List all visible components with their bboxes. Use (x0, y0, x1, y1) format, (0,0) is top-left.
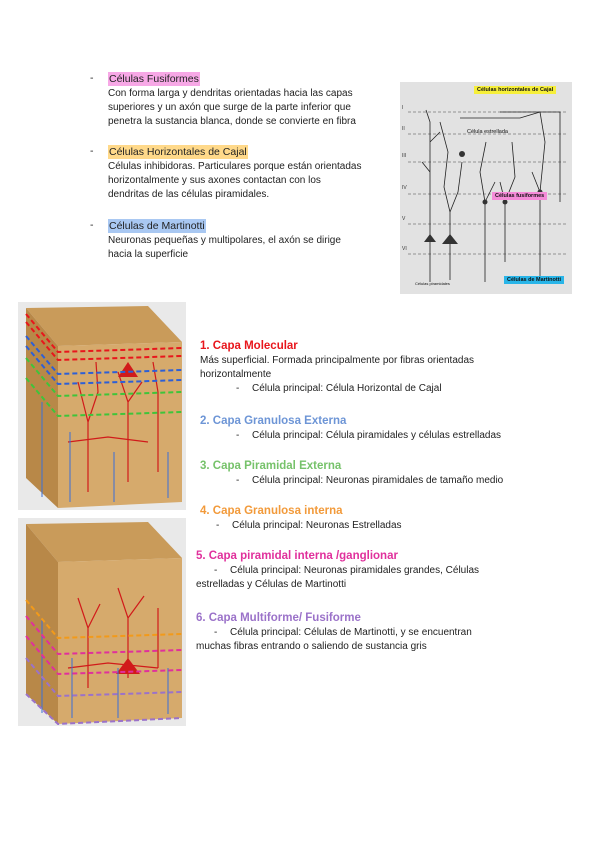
cell-type-martinotti-desc (108, 234, 341, 262)
dash-marker: - (236, 475, 240, 486)
desc-line: Neuronas pequeñas y multipolares, el axón se dirige (108, 235, 341, 246)
cell-type-martinotti: Células de Martinotti (109, 220, 205, 232)
roman-numeral: I (402, 105, 404, 111)
layer-6 (196, 611, 580, 654)
layer-1-text: Más superficial. Formada principalmente por fibras orientadas (200, 355, 475, 366)
roman-numeral: IV (402, 185, 407, 191)
cortex-block-upper (18, 302, 186, 510)
bullet-text: Célula principal: Neuronas piramidales grandes, Células (230, 565, 480, 576)
desc-line: penetra la sustancia blanca, donde se convierte en fibra (108, 116, 356, 127)
roman-numeral: III (402, 153, 407, 159)
cortex-block-lower (18, 518, 186, 726)
layer-2 (200, 414, 580, 443)
dash-marker: - (214, 565, 218, 576)
label-cajal: Células horizontales de Cajal (474, 86, 556, 94)
layer-4 (200, 504, 580, 533)
layer-3 (200, 459, 580, 488)
bullet-text-continued: estrelladas y Células de Martinotti (196, 579, 347, 590)
dash-marker: - (90, 72, 94, 84)
layer-6-bullet (196, 626, 580, 640)
layer-1-bullet (200, 382, 580, 396)
layer-6-title: 6. Capa Multiforme/ Fusiforme (196, 612, 361, 624)
bullet-text: Célula principal: Célula piramidales y células estrelladas (252, 430, 502, 441)
dash-marker: - (90, 219, 94, 231)
layer-1-text: horizontalmente (200, 369, 272, 380)
roman-numeral: II (402, 126, 405, 132)
layer-5-title: 5. Capa piramidal interna /ganglionar (196, 550, 398, 562)
dash-marker: - (236, 430, 240, 441)
layer-1-title: 1. Capa Molecular (200, 340, 298, 352)
desc-line: horizontalmente y sus axones contactan con los (108, 175, 321, 186)
dash-marker: - (214, 627, 218, 638)
layer-1 (200, 339, 580, 396)
bullet-text: Célula principal: Células de Martinotti, y se encuentran (230, 627, 472, 638)
layer-3-title: 3. Capa Piramidal Externa (200, 460, 342, 472)
cell-type-fusiformes-desc (108, 87, 356, 129)
bullet-text: Célula principal: Neuronas Estrelladas (232, 520, 402, 531)
label-estrellada: Célula estrellada (467, 129, 508, 135)
bullet-text: Célula principal: Neuronas piramidales de tamaño medio (252, 475, 504, 486)
desc-line: dendritas de las células piramidales. (108, 189, 270, 200)
dash-marker: - (236, 383, 240, 394)
layer-2-title: 2. Capa Granulosa Externa (200, 415, 347, 427)
bullet-text: Célula principal: Célula Horizontal de Cajal (252, 383, 442, 394)
cell-type-cajal-desc (108, 160, 361, 202)
desc-line: Con forma larga y dendritas orientadas hacia las capas (108, 88, 353, 99)
desc-line: hacia la superficie (108, 249, 189, 260)
label-martinotti: Células de Martinotti (504, 276, 564, 284)
layer-4-title: 4. Capa Granulosa interna (200, 505, 343, 517)
layer-5 (196, 549, 580, 592)
desc-line: Células inhibidoras. Particulares porque están orientadas (108, 161, 362, 172)
layer-2-bullet (200, 429, 580, 443)
roman-numeral: VI (402, 246, 407, 252)
bullet-text-continued: muchas fibras entrando o saliendo de sustancia gris (196, 641, 427, 652)
layer-3-bullet (200, 474, 580, 488)
label-fusiformes: Células fusiformes (492, 192, 547, 200)
roman-numeral: V (402, 216, 406, 222)
desc-line: superiores y un axón que surge de la parte inferior que (108, 102, 351, 113)
dash-marker: - (216, 520, 220, 531)
label-corner: Células piramidales (415, 281, 450, 286)
cell-type-fusiformes: Células Fusiformes (109, 73, 199, 85)
layer-4-bullet (200, 519, 580, 533)
cell-type-cajal: Células Horizontales de Cajal (109, 146, 247, 158)
neuron-diagram (400, 82, 572, 294)
dash-marker: - (90, 145, 94, 157)
layer-5-bullet (196, 564, 580, 578)
